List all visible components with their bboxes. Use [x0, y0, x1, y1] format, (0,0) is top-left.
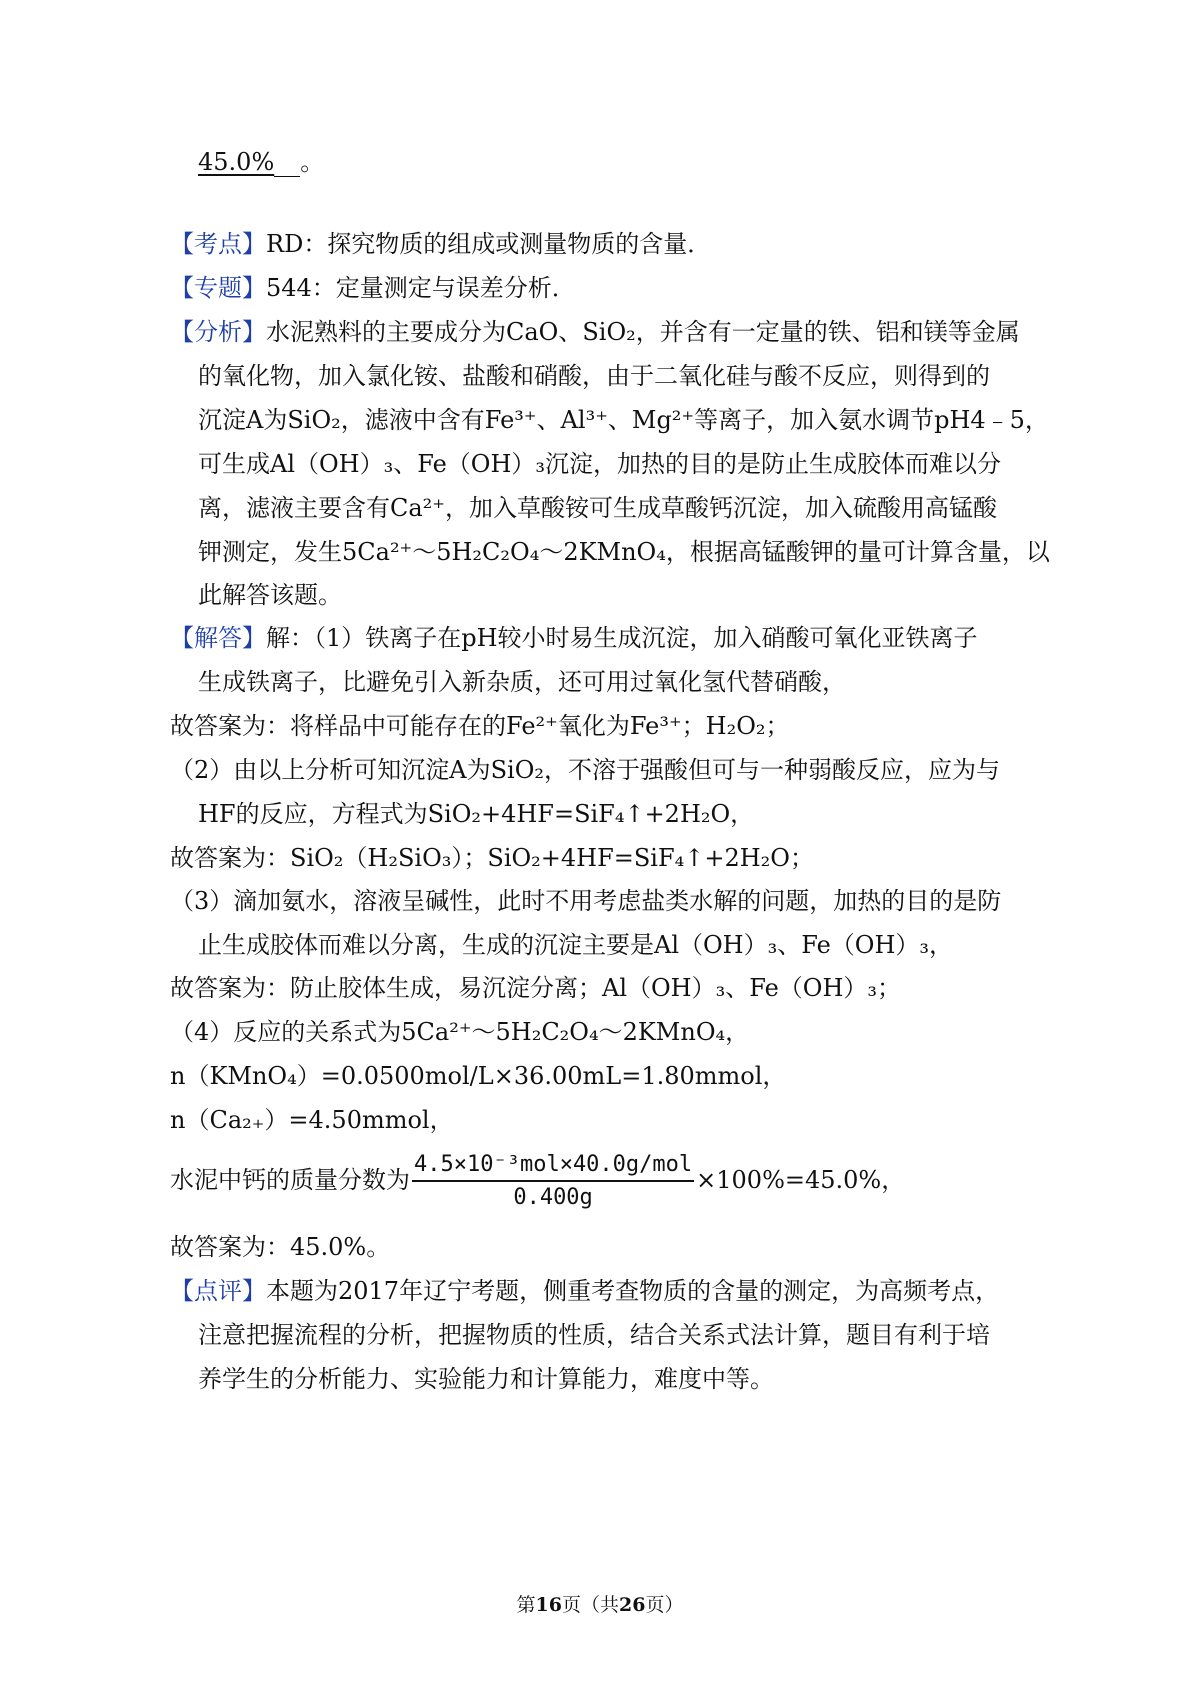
page-total: 26: [619, 1594, 646, 1616]
dianping-line-3: 养学生的分析能力、实验能力和计算能力，难度中等。: [198, 1365, 774, 1393]
answer-4: 故答案为：45.0%。: [170, 1233, 391, 1261]
page-number: 16: [535, 1594, 562, 1616]
part-4-kmno4: n（KMnO₄）=0.0500mol/L×36.00mL=1.80mmol，: [170, 1062, 787, 1090]
dianping-line-1: 【点评】本题为2017年辽宁考题，侧重考查物质的含量的测定，为高频考点，: [170, 1277, 1000, 1305]
part-4-line-1: （4）反应的关系式为5Ca²⁺～5H₂C₂O₄～2KMnO₄，: [170, 1018, 750, 1046]
fenxi-line-4: 可生成Al（OH）₃、Fe（OH）₃沉淀，加热的目的是防止生成胶体而难以分: [198, 450, 1002, 478]
fenxi-tag: 【分析】: [170, 318, 266, 346]
part-3-line-1: （3）滴加氨水，溶液呈碱性，此时不用考虑盐类水解的问题，加热的目的是防: [170, 887, 1002, 915]
mass-fraction-line: 水泥中钙的质量分数为 $\frac{\text{4.5×10⁻³mol×40.0g/mol}}{0.400g}$ ×100%=45.0%，: [170, 1152, 906, 1210]
part-3-line-2: 止生成胶体而难以分离，生成的沉淀主要是Al（OH）₃、Fe（OH）₃，: [198, 931, 954, 959]
part-4-ca: n（Ca₂₊）=4.50mmol，: [170, 1106, 454, 1134]
page-footer: 第16页（共26页）: [516, 1594, 684, 1616]
answer-2: 故答案为：SiO₂（H₂SiO₃）；SiO₂+4HF=SiF₄↑+2H₂O；: [170, 844, 814, 872]
fenxi-line-3: 沉淀A为SiO₂，滤液中含有Fe³⁺、Al³⁺、Mg²⁺等离子，加入氨水调节pH4﹣5，: [198, 406, 1049, 434]
jieda-line-2: 生成铁离子，比避免引入新杂质，还可用过氧化氢代替硝酸，: [198, 668, 846, 696]
fenxi-line-2: 的氧化物，加入氯化铵、盐酸和硝酸，由于二氧化硅与酸不反应，则得到的: [198, 362, 990, 390]
fraction-numerator: 4.5×10⁻³mol×40.0g/mol: [412, 1151, 694, 1182]
blank-underline: [274, 154, 300, 177]
zhuanti-tag: 【专题】: [170, 274, 266, 302]
fraction-denominator: 0.400g: [513, 1185, 593, 1210]
kaodian-tag: 【考点】: [170, 230, 266, 258]
fenxi-line-6: 钾测定，发生5Ca²⁺～5H₂C₂O₄～2KMnO₄，根据高锰酸钾的量可计算含量，以: [198, 538, 1050, 566]
answer-3: 故答案为：防止胶体生成，易沉淀分离；Al（OH）₃、Fe（OH）₃；: [170, 974, 902, 1002]
fenxi-line-5: 离，滤液主要含有Ca²⁺，加入草酸铵可生成草酸钙沉淀，加入硫酸用高锰酸: [198, 494, 997, 522]
fenxi-line-7: 此解答该题。: [198, 581, 342, 609]
answer-continuation: 45.0% 。: [198, 148, 325, 176]
jieda-tag: 【解答】: [170, 624, 266, 652]
part-2-line-2: HF的反应，方程式为SiO₂+4HF=SiF₄↑+2H₂O，: [198, 800, 755, 828]
fenxi-line-1: 【分析】水泥熟料的主要成分为CaO、SiO₂，并含有一定量的铁、铝和镁等金属: [170, 318, 1020, 346]
dianping-line-2: 注意把握流程的分析，把握物质的性质，结合关系式法计算，题目有利于培: [198, 1321, 990, 1349]
answer-1: 故答案为：将样品中可能存在的Fe²⁺氧化为Fe³⁺；H₂O₂；: [170, 712, 790, 740]
answer-blank: 45.0%: [198, 148, 275, 176]
zhuanti-line: 【专题】544：定量测定与误差分析．: [170, 274, 576, 302]
mass-fraction-fraction: [412, 1151, 694, 1212]
kaodian-line: 【考点】RD：探究物质的组成或测量物质的含量．: [170, 230, 712, 258]
part-2-line-1: （2）由以上分析可知沉淀A为SiO₂，不溶于强酸但可与一种弱酸反应，应为与: [170, 756, 1001, 784]
jieda-line-1: 【解答】解：（1）铁离子在pH较小时易生成沉淀，加入硝酸可氧化亚铁离子: [170, 624, 978, 652]
dianping-tag: 【点评】: [170, 1277, 266, 1305]
